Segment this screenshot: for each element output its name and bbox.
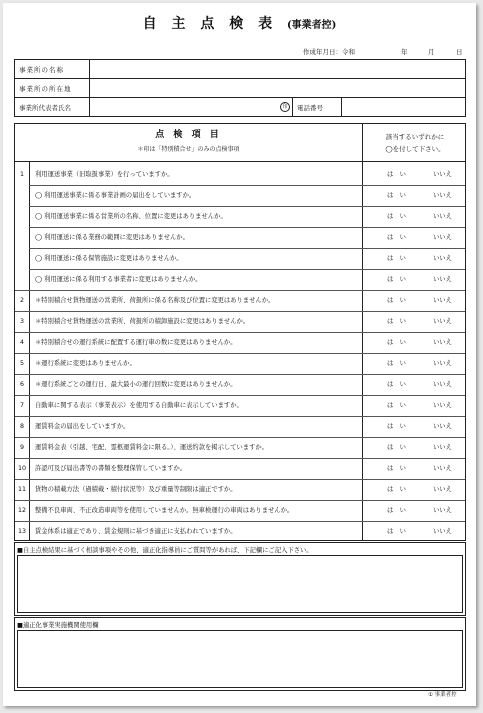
no-option[interactable]: いいえ	[433, 192, 452, 199]
yes-option[interactable]: は い	[387, 339, 406, 346]
yes-option[interactable]: は い	[387, 171, 406, 178]
checklist-row	[15, 332, 465, 353]
row-number: 11	[17, 486, 26, 493]
checklist-row	[15, 353, 465, 374]
business-name-label: 事業所の名称	[15, 60, 90, 79]
yes-option[interactable]: は い	[387, 297, 406, 304]
row-number: 2	[19, 297, 24, 304]
no-option[interactable]: いいえ	[433, 486, 452, 493]
yes-option[interactable]: は い	[387, 444, 406, 451]
consultation-input-box[interactable]	[17, 555, 463, 613]
row-text: ＊特別積合せの運行系統に配置する運行車の数に変更はありませんか。	[35, 339, 237, 346]
row-text: 運賃料金表（引越、宅配、霊柩運賃料金に限る。）、運送約款を掲示していますか。	[35, 444, 268, 451]
no-option[interactable]: いいえ	[433, 465, 452, 472]
business-address-field[interactable]	[90, 79, 466, 98]
agency-section	[14, 617, 466, 691]
row-text: ◯ 利用運送事業に係る事業計画の届出をしていますか。	[35, 192, 196, 199]
checklist-row	[15, 206, 465, 227]
no-option[interactable]: いいえ	[433, 444, 452, 451]
row-number: 13	[17, 528, 26, 535]
agency-caption: ■適正化事業実施機関使用欄	[17, 622, 99, 629]
row-text: 許認可及び届出書等の書類を整理保管していますか。	[35, 465, 187, 472]
yes-option[interactable]: は い	[387, 234, 406, 241]
phone-field[interactable]	[342, 98, 466, 117]
row-text: 賃金体系は適正であり、賃金規則に基づき適正に支払われていますか。	[35, 528, 237, 535]
row-text: 整備不良車両、不正改造車両等を使用していませんか。無車検運行の車両はありませんか。	[35, 507, 294, 514]
checklist-row	[15, 374, 465, 395]
row-text: ◯ 利用運送に係る保管施設に変更はありませんか。	[35, 255, 183, 262]
no-option[interactable]: いいえ	[433, 381, 452, 388]
row-number: 3	[19, 318, 24, 325]
checklist-row	[15, 185, 465, 206]
no-option[interactable]: いいえ	[433, 339, 452, 346]
yes-option[interactable]: は い	[387, 465, 406, 472]
yes-option[interactable]: は い	[387, 318, 406, 325]
items-title: 点 検 項 目	[155, 130, 222, 140]
checklist-header	[15, 124, 465, 162]
checklist-row	[15, 437, 465, 458]
yes-option[interactable]: は い	[387, 276, 406, 283]
answer-instruction-2: ◯を付して下さい。	[385, 145, 445, 153]
form-title	[3, 13, 476, 33]
checklist-row	[15, 521, 465, 542]
business-info-table	[14, 59, 466, 117]
row-text: ◯ 利用運送事業に係る営業所の名称、位置に変更はありませんか。	[35, 213, 227, 220]
checklist-row	[15, 269, 465, 290]
yes-option[interactable]: は い	[387, 255, 406, 262]
no-option[interactable]: いいえ	[433, 234, 452, 241]
no-option[interactable]: いいえ	[433, 297, 452, 304]
yes-option[interactable]: は い	[387, 423, 406, 430]
no-option[interactable]: いいえ	[433, 318, 452, 325]
seal-mark: 印	[280, 102, 290, 112]
checklist-row	[15, 395, 465, 416]
row-text: 貨物の積載方法（過積載・積付状況等）及び重量等制限は適正ですか。	[35, 486, 237, 493]
yes-option[interactable]: は い	[387, 402, 406, 409]
row-text: ◯ 利用運送に係る業務の範囲に変更はありませんか。	[35, 234, 189, 241]
yes-option[interactable]: は い	[387, 213, 406, 220]
date-label: 作成年月日：令和	[303, 48, 355, 56]
no-option[interactable]: いいえ	[433, 507, 452, 514]
row-text: ＊特別積合せ貨物運送の営業所、荷扱所に係る名称及び位置に変更はありませんか。	[35, 297, 275, 304]
consultation-caption: ■自主点検結果に基づく相談事項やその他、適正化指導員にご質問等があれば、下記欄にご記入下さい。	[17, 547, 313, 554]
row-text: 利用運送事業（旧取扱事業）を行っていますか。	[35, 171, 174, 178]
checklist-row	[15, 227, 465, 248]
no-option[interactable]: いいえ	[433, 255, 452, 262]
form-page	[3, 3, 476, 706]
row-number: 8	[19, 423, 24, 430]
row-number: 7	[19, 402, 24, 409]
yes-option[interactable]: は い	[387, 507, 406, 514]
row-text: ＊運行系統ごとの運行日、最大最小の運行回数に変更はありませんか。	[35, 381, 237, 388]
row-text: 自動車に関する表示（事業表示）を使用する自動車に表示していますか。	[35, 402, 243, 409]
phone-label: 電話番号	[293, 98, 342, 117]
answer-instruction-1: 該当するいずれかに	[385, 133, 445, 141]
representative-name-field[interactable]	[90, 98, 293, 117]
row-number: 5	[19, 360, 24, 367]
row-number: 12	[17, 507, 26, 514]
checklist-row	[15, 311, 465, 332]
representative-label: 事業所代表者氏名	[15, 98, 90, 117]
row-number: 1	[19, 171, 24, 178]
business-name-field[interactable]	[90, 60, 466, 79]
business-address-label: 事業所の所在地	[15, 79, 90, 98]
checklist-row	[15, 479, 465, 500]
agency-use-box	[17, 630, 463, 688]
title-main: 自 主 点 検 表	[142, 16, 278, 32]
footer-copy-note: ① 事業者控	[428, 692, 457, 698]
row-number: 10	[17, 465, 26, 472]
row-text: ＊特別積合せ貨物運送の営業所、荷扱所の積卸施設に変更はありませんか。	[35, 318, 250, 325]
no-option[interactable]: いいえ	[433, 171, 452, 178]
yes-option[interactable]: は い	[387, 360, 406, 367]
yes-option[interactable]: は い	[387, 381, 406, 388]
checklist-row	[15, 416, 465, 437]
checklist-row	[15, 248, 465, 269]
checklist-row	[15, 500, 465, 521]
checklist-row	[15, 164, 465, 185]
title-subtitle: (事業者控)	[286, 20, 337, 31]
row-text: ＊運行系統に変更はありませんか。	[35, 360, 136, 367]
row-text: 運賃料金の届出をしていますか。	[35, 423, 130, 430]
date-year-label: 年	[401, 48, 408, 56]
no-option[interactable]: いいえ	[433, 360, 452, 367]
no-option[interactable]: いいえ	[433, 402, 452, 409]
no-option[interactable]: いいえ	[433, 423, 452, 430]
no-option[interactable]: いいえ	[433, 213, 452, 220]
items-note: ＊印は「特別積合せ」のみの点検事項	[137, 146, 240, 153]
yes-option[interactable]: は い	[387, 486, 406, 493]
row-number: 6	[19, 381, 24, 388]
consultation-section	[14, 542, 466, 616]
no-option[interactable]: いいえ	[433, 276, 452, 283]
checklist-row	[15, 290, 465, 311]
no-option[interactable]: いいえ	[433, 528, 452, 535]
date-month-label: 月	[428, 48, 435, 56]
row-text: ◯ 利用運送に係る利用する事業者に変更はありませんか。	[35, 276, 202, 283]
yes-option[interactable]: は い	[387, 528, 406, 535]
yes-option[interactable]: は い	[387, 192, 406, 199]
checklist-row	[15, 458, 465, 479]
checklist-table	[14, 123, 466, 541]
date-day-label: 日	[456, 48, 463, 56]
row-number: 4	[19, 339, 24, 346]
row-number: 9	[19, 444, 24, 451]
